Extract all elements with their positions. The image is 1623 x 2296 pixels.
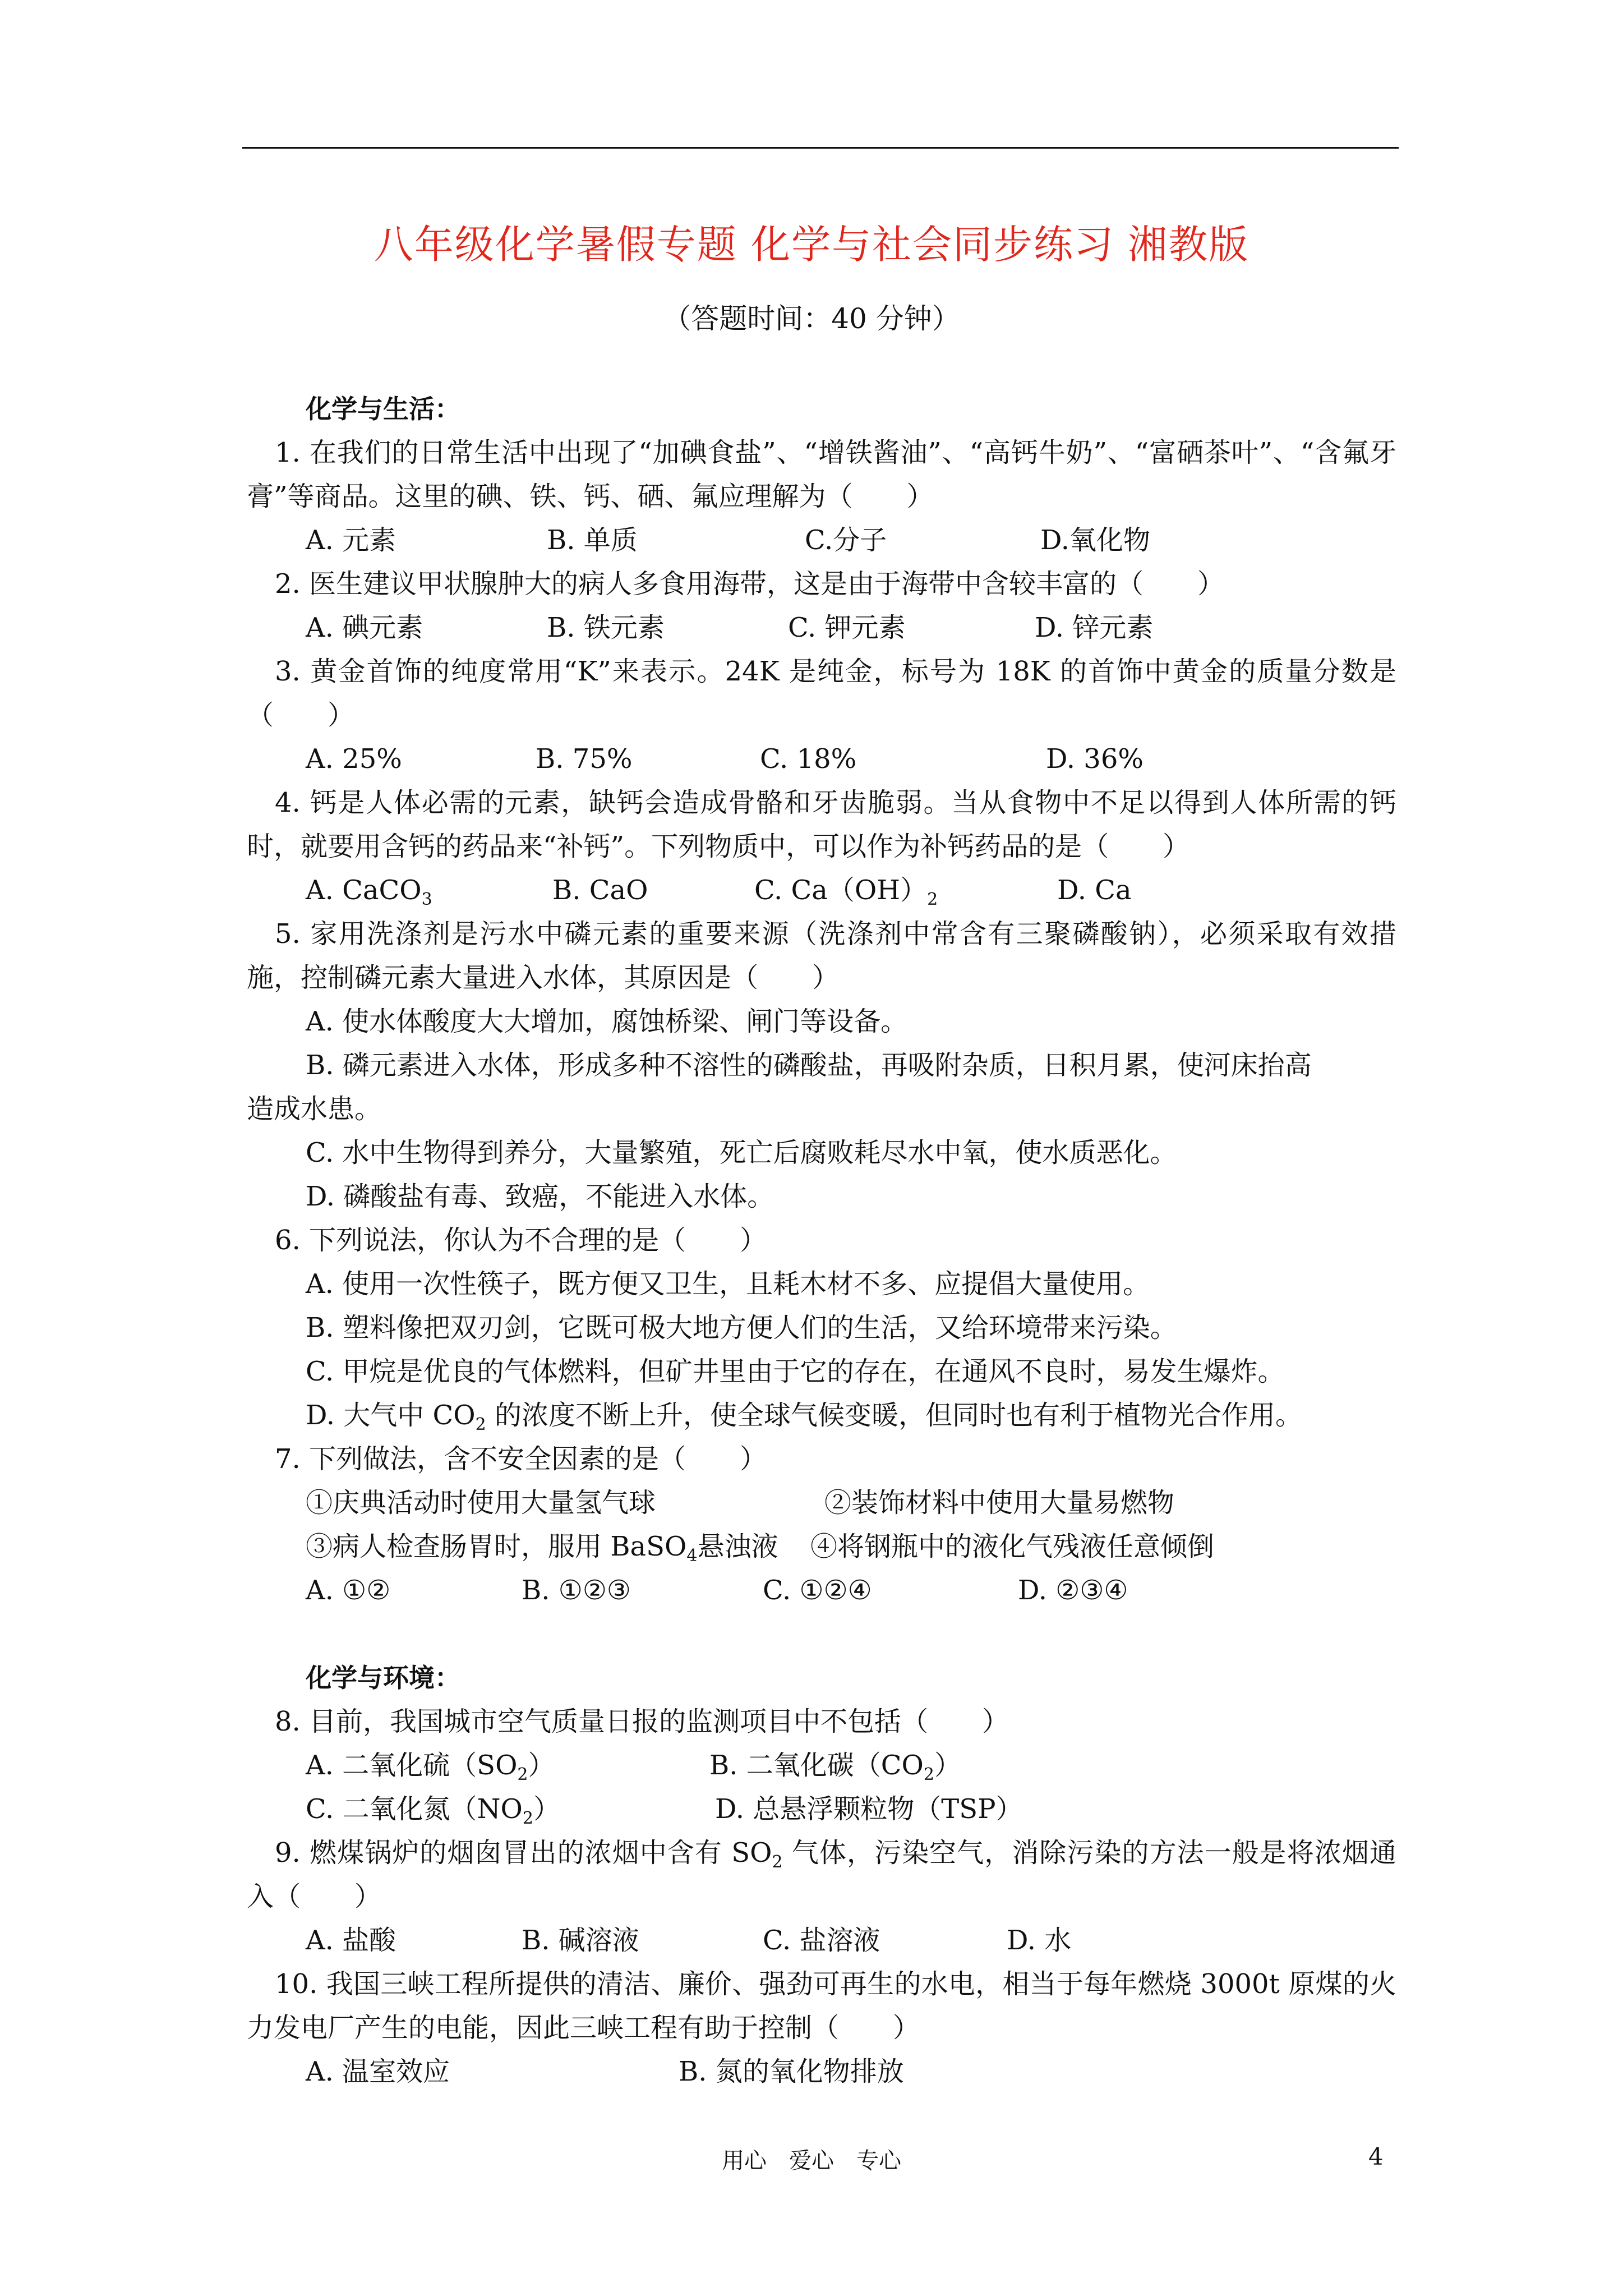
question-8-stem: 8. 目前，我国城市空气质量日报的监测项目中不包括（ ） bbox=[275, 1706, 1009, 1737]
question-1-stem: 1. 在我们的日常生活中出现了“加碘食盐”、“增铁酱油”、“高钙牛奶”、“富硒茶叶”、“含氟牙膏”等商品。这里的碘、铁、钙、硒、氟应理解为（ ） bbox=[247, 437, 1396, 512]
question-8-options-row1 bbox=[247, 1743, 1396, 1787]
question-6-option-d: D. 大气中 $CO_2$ 的浓度不断上升，使全球气候变暖，但同时也有利于植物光合作用。 bbox=[306, 1400, 1302, 1434]
question-5-option-b-line2: 造成水患。 bbox=[247, 1093, 382, 1125]
item-1: ①庆典活动时使用大量氢气球 bbox=[306, 1487, 656, 1519]
question-9-options bbox=[247, 1918, 1396, 1962]
option-c: C. ①②④ bbox=[763, 1575, 872, 1606]
option-d: D. 总悬浮颗粒物（TSP） bbox=[715, 1793, 1023, 1825]
question-10-options bbox=[247, 2050, 1396, 2093]
option-c: C. 钾元素 bbox=[788, 612, 906, 643]
question-5-option-b-line1: B. 磷元素进入水体，形成多种不溶性的磷酸盐，再吸附杂质，日积月累，使河床抬高 bbox=[306, 1050, 1312, 1081]
option-a: A. 元素 bbox=[306, 524, 396, 556]
question-3-stem: 3. 黄金首饰的纯度常用“K”来表示。24K 是纯金，标号为 18K 的首饰中黄金的质量分数是（ ） bbox=[247, 656, 1396, 731]
question-5-option-c: C. 水中生物得到养分，大量繁殖，死亡后腐败耗尽水中氧，使水质恶化。 bbox=[306, 1137, 1177, 1168]
option-d: D. 水 bbox=[1007, 1925, 1072, 1956]
question-7-options bbox=[247, 1568, 1396, 1612]
option-b: B. 二氧化碳$(CO_2)$ bbox=[709, 1750, 961, 1784]
question-6-option-c: C. 甲烷是优良的气体燃料，但矿井里由于它的存在，在通风不良时，易发生爆炸。 bbox=[306, 1356, 1285, 1387]
question-1-options bbox=[247, 518, 1396, 562]
option-d: D. 36% bbox=[1046, 743, 1144, 775]
question-6-stem: 6. 下列说法，你认为不合理的是（ ） bbox=[275, 1225, 767, 1256]
option-d: D. ②③④ bbox=[1018, 1575, 1128, 1606]
option-a: A. ①② bbox=[306, 1575, 391, 1606]
question-6-option-a: A. 使用一次性筷子，既方便又卫生，且耗木材不多、应提倡大量使用。 bbox=[306, 1268, 1150, 1300]
option-a: A. 二氧化硫$(SO_2)$ bbox=[306, 1750, 555, 1784]
question-2-stem: 2. 医生建议甲状腺肿大的病人多食用海带，这是由于海带中含较丰富的（ ） bbox=[275, 568, 1225, 600]
question-7-items-row2 bbox=[247, 1525, 1396, 1568]
question-7-stem: 7. 下列做法，含不安全因素的是（ ） bbox=[275, 1443, 767, 1475]
page-title: 八年级化学暑假专题 化学与社会同步练习 湘教版 bbox=[374, 222, 1249, 268]
section-heading-life: 化学与生活： bbox=[306, 394, 460, 424]
option-c: C. $Ca(OH)_2$ bbox=[754, 875, 938, 909]
footer-motto: 用心 爱心 专心 bbox=[722, 2148, 901, 2174]
item-3: ③病人检查肠胃时，服用 BaSO$_4$悬浊液 bbox=[306, 1531, 778, 1566]
option-c: C. 18% bbox=[760, 743, 857, 775]
option-b: B. 单质 bbox=[547, 524, 638, 556]
option-a: A. 碘元素 bbox=[306, 612, 423, 643]
option-a: A. 盐酸 bbox=[306, 1925, 396, 1956]
item-4: ④将钢瓶中的液化气残液任意倾倒 bbox=[810, 1531, 1215, 1562]
question-4-stem: 4. 钙是人体必需的元素，缺钙会造成骨骼和牙齿脆弱。当从食物中不足以得到人体所需的钙时，就要用含钙的药品来“补钙”。下列物质中，可以作为补钙药品的是（ ） bbox=[247, 787, 1396, 862]
option-b: B. 75% bbox=[536, 743, 633, 775]
option-a: A. 25% bbox=[306, 743, 402, 775]
page-number: 4 bbox=[1368, 2143, 1384, 2170]
option-b: B. CaO bbox=[552, 875, 648, 906]
question-5-option-a: A. 使水体酸度大大增加，腐蚀桥梁、闸门等设备。 bbox=[306, 1006, 908, 1037]
question-9-stem: 9. 燃煤锅炉的烟囱冒出的浓烟中含有 $SO_2$ 气体，污染空气，消除污染的方法一般是将浓烟通入（ ） bbox=[247, 1837, 1396, 1912]
question-2-options bbox=[247, 606, 1396, 650]
time-note: （答题时间：40 分钟） bbox=[663, 302, 960, 335]
question-10-stem: 10. 我国三峡工程所提供的清洁、廉价、强劲可再生的水电，相当于每年燃烧 3000t 原煤的火力发电厂产生的电能，因此三峡工程有助于控制（ ） bbox=[247, 1968, 1396, 2044]
question-7-items-row1 bbox=[247, 1481, 1396, 1525]
option-a: A. 温室效应 bbox=[306, 2056, 450, 2087]
item-2: ②装饰材料中使用大量易燃物 bbox=[824, 1487, 1175, 1519]
question-content bbox=[247, 387, 1396, 2093]
option-b: B. 氮的氧化物排放 bbox=[679, 2056, 904, 2087]
option-b: B. 碱溶液 bbox=[522, 1925, 639, 1956]
option-d: D. Ca bbox=[1057, 875, 1132, 906]
question-6-option-b: B. 塑料像把双刃剑，它既可极大地方便人们的生活，又给环境带来污染。 bbox=[306, 1312, 1177, 1343]
section-heading-env: 化学与环境： bbox=[306, 1663, 460, 1693]
header-rule bbox=[242, 147, 1399, 149]
question-5-stem: 5. 家用洗涤剂是污水中磷元素的重要来源（洗涤剂中常含有三聚磷酸钠），必须采取有效措施，控制磷元素大量进入水体，其原因是（ ） bbox=[247, 918, 1396, 993]
option-c: C.分子 bbox=[805, 524, 887, 556]
question-4-options bbox=[247, 868, 1396, 912]
question-5-option-d: D. 磷酸盐有毒、致癌，不能进入水体。 bbox=[306, 1181, 774, 1212]
question-3-options bbox=[247, 737, 1396, 781]
option-c: C. 盐溶液 bbox=[763, 1925, 880, 1956]
option-d: D. 锌元素 bbox=[1035, 612, 1154, 643]
question-8-options-row2 bbox=[247, 1787, 1396, 1831]
option-b: B. ①②③ bbox=[522, 1575, 631, 1606]
option-a: A. CaCO$_3$ bbox=[306, 875, 432, 909]
option-b: B. 铁元素 bbox=[547, 612, 665, 643]
option-d: D.氧化物 bbox=[1040, 524, 1151, 556]
option-c: C. 二氧化氮$(NO_2)$ bbox=[306, 1793, 560, 1828]
